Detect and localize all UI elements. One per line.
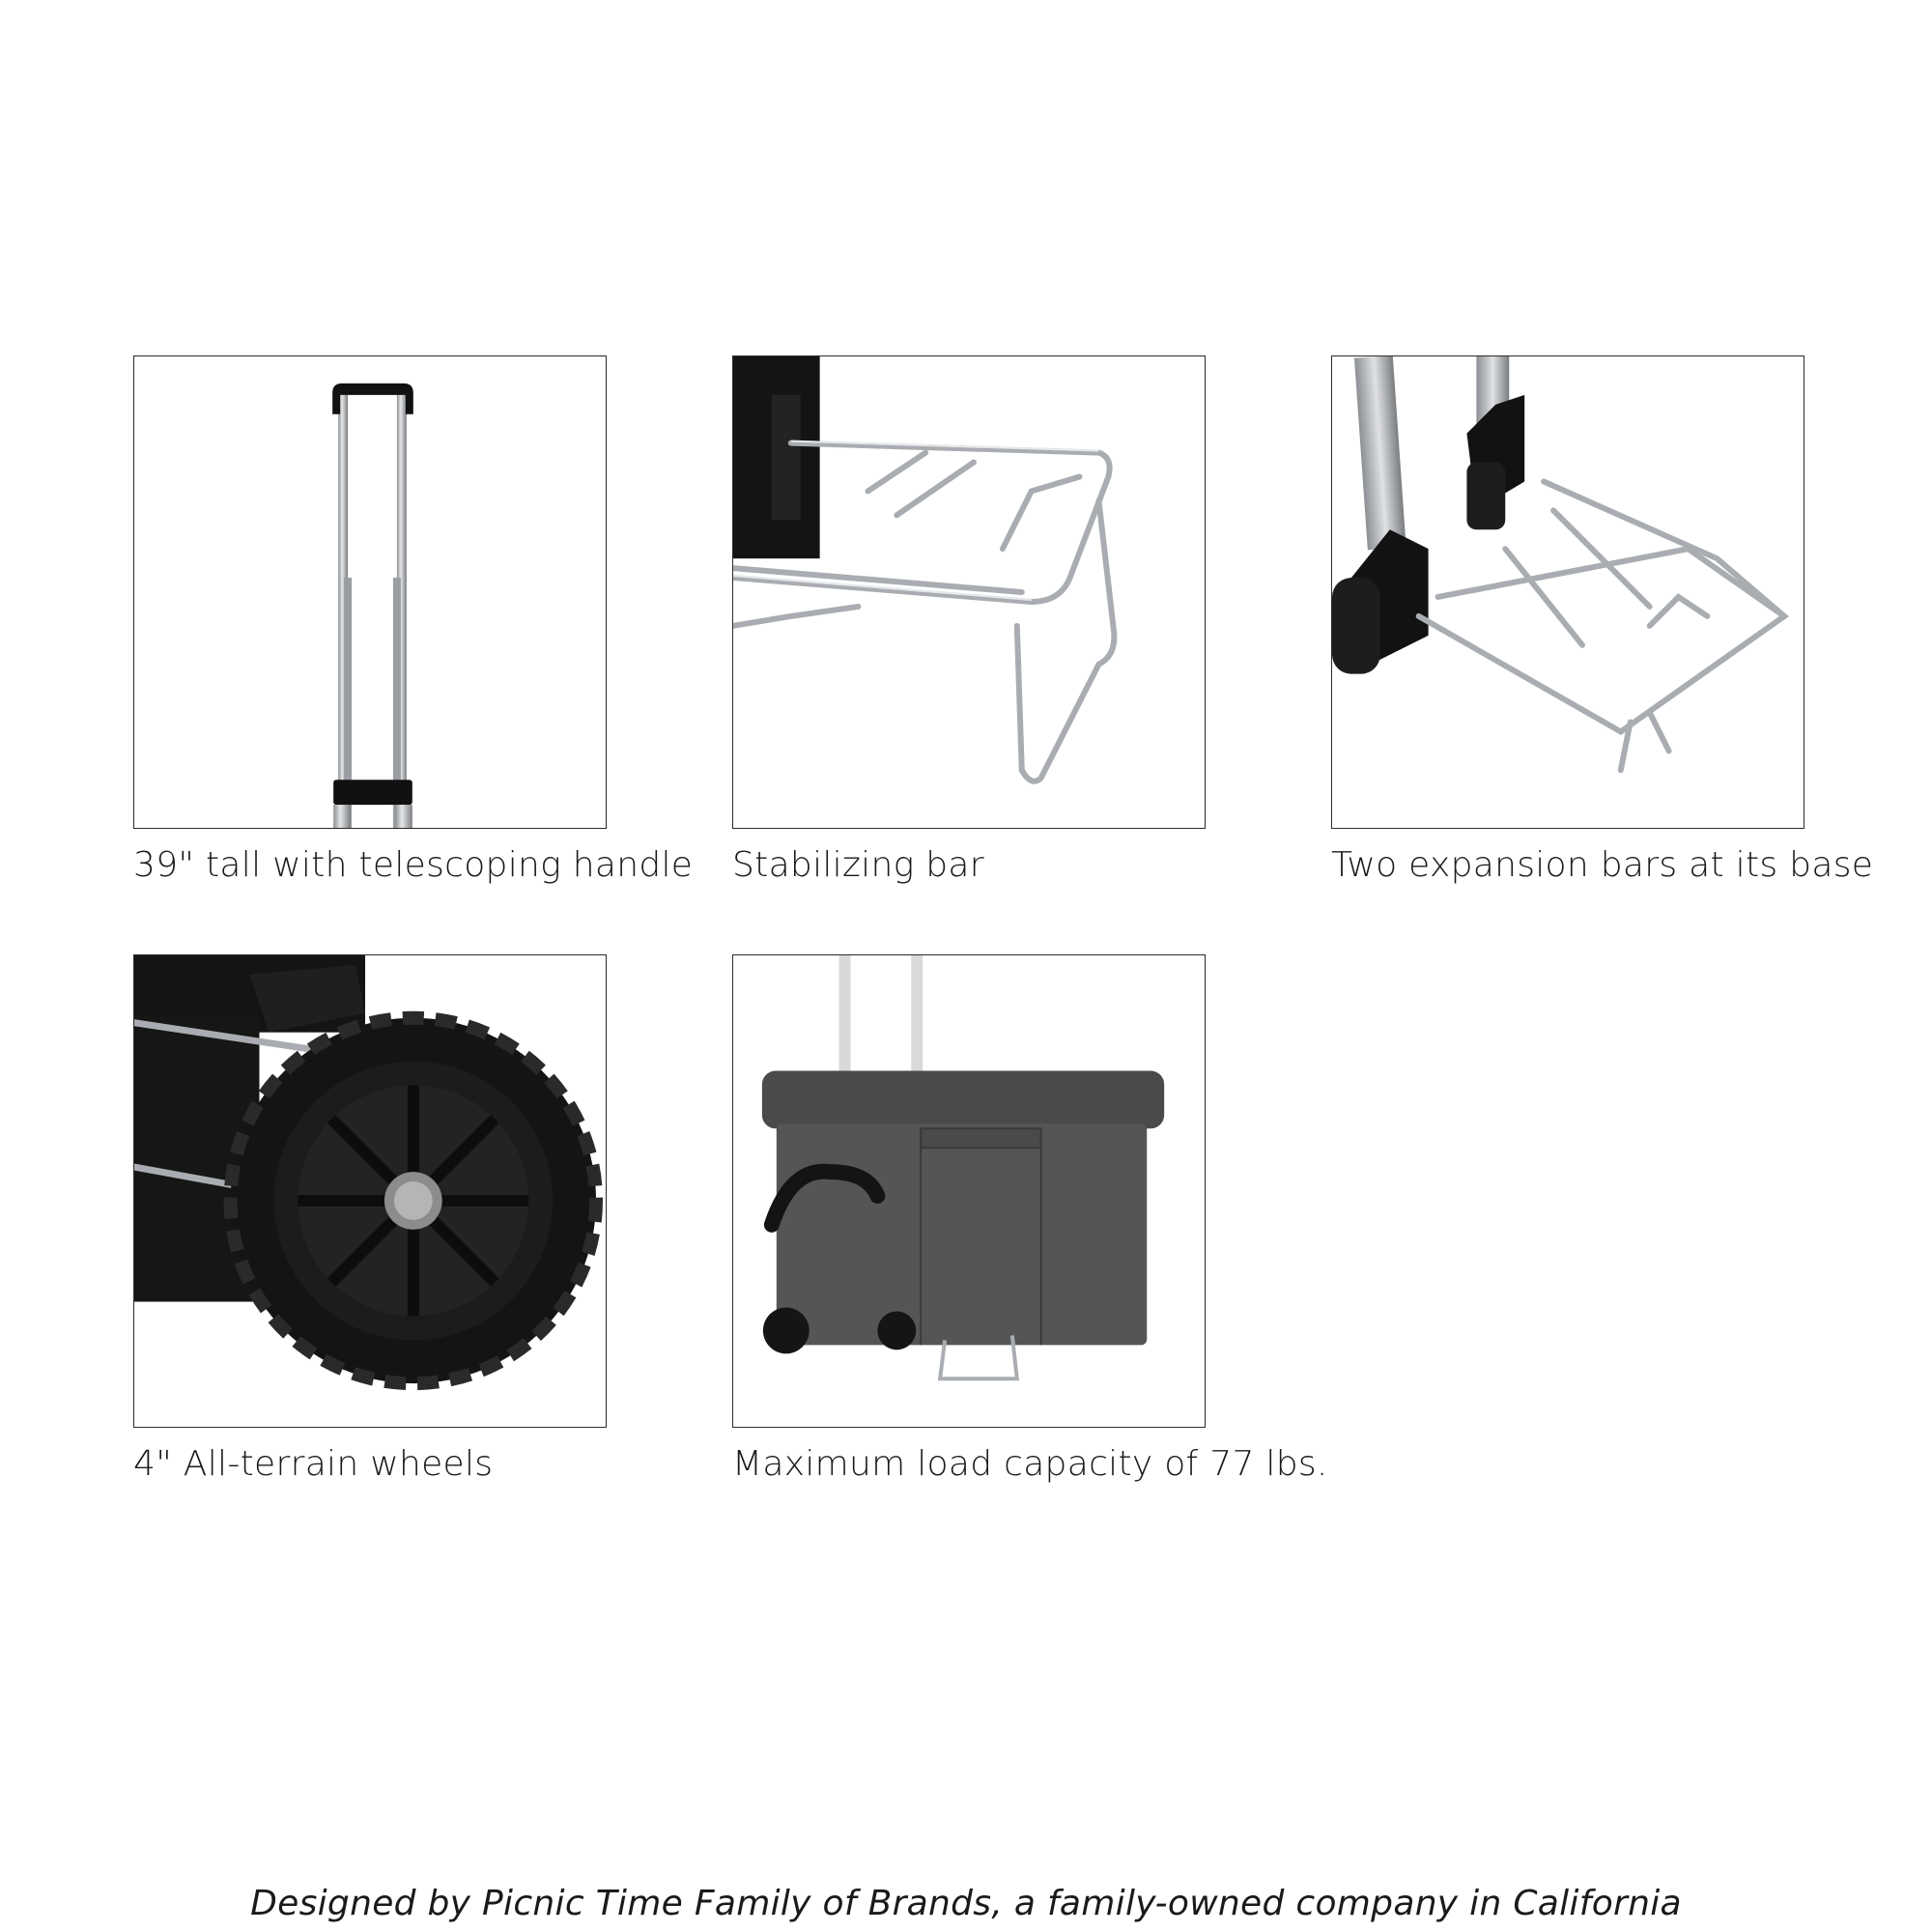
all-terrain-wheel-illustration — [134, 955, 606, 1427]
feature-image-expansion-bars — [1331, 355, 1804, 829]
feature-image-telescoping-handle — [133, 355, 607, 829]
telescoping-handle-illustration — [134, 356, 606, 828]
feature-caption-stabilizing-bar: Stabilizing bar — [732, 845, 984, 885]
feature-image-stabilizing-bar — [732, 355, 1206, 829]
feature-caption-load-capacity: Maximum load capacity of 77 lbs. — [732, 1444, 1328, 1484]
brand-footer: Designed by Picnic Time Family of Brands, a family-owned company in California — [250, 1884, 1682, 1923]
feature-image-cooler-cart — [732, 954, 1206, 1428]
feature-caption-telescoping-handle: 39" tall with telescoping handle — [133, 845, 694, 885]
feature-image-all-terrain-wheel — [133, 954, 607, 1428]
expansion-bars-illustration — [1332, 356, 1804, 828]
feature-caption-all-terrain-wheels: 4" All-terrain wheels — [133, 1444, 494, 1484]
stabilizing-bar-illustration — [733, 356, 1205, 828]
feature-caption-expansion-bars: Two expansion bars at its base — [1331, 845, 1874, 885]
cooler-cart-illustration — [733, 955, 1205, 1427]
